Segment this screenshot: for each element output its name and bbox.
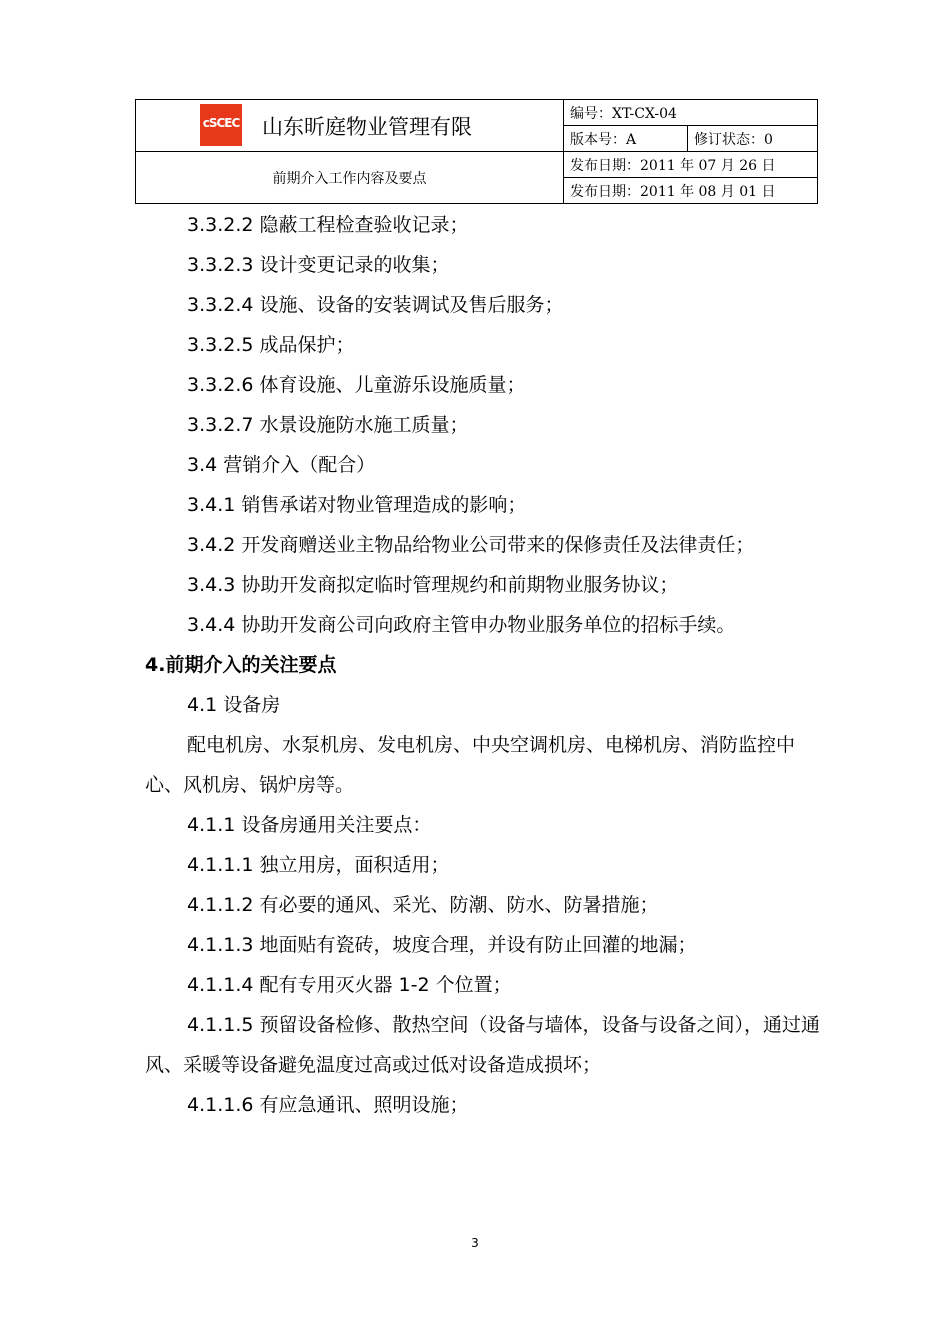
paragraph: 3.3.2.2 隐蔽工程检查验收记录； — [187, 214, 469, 236]
company-name: 山东昕庭物业管理有限 — [262, 115, 472, 139]
company-cell — [136, 100, 564, 152]
paragraph: 3.3.2.4 设施、设备的安装调试及售后服务； — [187, 294, 564, 316]
paragraph: 4.1.1.2 有必要的通风、采光、防潮、防水、防暑措施； — [187, 894, 659, 916]
release-date-1: 发布日期：2011 年 07 月 26 日 — [564, 152, 818, 178]
paragraph: 3.3.2.7 水景设施防水施工质量； — [187, 414, 469, 436]
paragraph: 4.1.1.3 地面贴有瓷砖，坡度合理，并设有防止回灌的地漏； — [187, 934, 697, 956]
page-number: 3 — [471, 1236, 479, 1250]
paragraph: 3.3.2.6 体育设施、儿童游乐设施质量； — [187, 374, 526, 396]
paragraph: 3.3.2.5 成品保护； — [187, 334, 355, 356]
paragraph: 3.4.2 开发商赠送业主物品给物业公司带来的保修责任及法律责任； — [187, 534, 755, 556]
document-code: 编号：XT-CX-04 — [564, 100, 818, 126]
paragraph: 3.4.4 协助开发商公司向政府主管申办物业服务单位的招标手续。 — [187, 614, 736, 636]
version-number: 版本号：A — [564, 126, 688, 152]
revision-status: 修订状态：0 — [688, 126, 818, 152]
document-body — [145, 205, 820, 1125]
paragraph: 3.4.3 协助开发商拟定临时管理规约和前期物业服务协议； — [187, 574, 679, 596]
release-date-2: 发布日期：2011 年 08 月 01 日 — [564, 178, 818, 204]
paragraph: 3.4.1 销售承诺对物业管理造成的影响； — [187, 494, 527, 516]
paragraph: 4.1.1 设备房通用关注要点： — [187, 814, 432, 836]
paragraph: 4.1.1.6 有应急通讯、照明设施； — [187, 1094, 469, 1116]
paragraph: 3.3.2.3 设计变更记录的收集； — [187, 254, 450, 276]
company-logo-icon: cSCEC — [200, 104, 242, 146]
paragraph: 4.1.1.1 独立用房，面积适用； — [187, 854, 450, 876]
paragraph: 配电机房、水泵机房、发电机房、中央空调机房、电梯机房、消防监控中心、风机房、锅炉房等。 — [145, 734, 796, 796]
document-title: 前期介入工作内容及要点 — [136, 152, 564, 204]
section-heading: 4.前期介入的关注要点 — [145, 654, 337, 676]
paragraph: 4.1.1.5 预留设备检修、散热空间（设备与墙体，设备与设备之间），通过通风、采暖等设备避免温度过高或过低对设备造成损坏； — [145, 1014, 821, 1076]
paragraph: 3.4 营销介入（配合） — [187, 454, 376, 476]
paragraph: 4.1 设备房 — [187, 694, 281, 716]
paragraph: 4.1.1.4 配有专用灭火器 1-2 个位置； — [187, 974, 512, 996]
document-header-table — [135, 99, 818, 204]
